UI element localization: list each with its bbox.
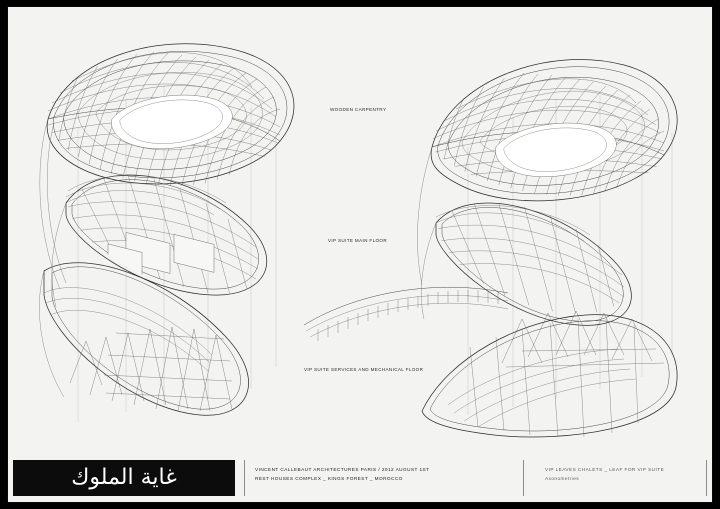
- right-floor-grid: [448, 319, 638, 437]
- left-structure-tails: [39, 119, 66, 397]
- mechanical-truss: [70, 327, 232, 411]
- project-location-line: REST HOUSES COMPLEX _ KINGS FOREST _ MOROCCO: [255, 476, 403, 481]
- axonometric-drawing: [8, 7, 712, 452]
- right-mechanical-truss: [502, 311, 664, 367]
- right-structure-tails: [417, 147, 436, 319]
- project-title-plate: [13, 460, 235, 496]
- titleblock-center: [255, 465, 515, 483]
- project-title-arabic: غاية الملوك: [71, 465, 177, 490]
- right-services-floor: [422, 311, 677, 437]
- title-divider-1: [244, 460, 245, 496]
- right-main-floor: [436, 201, 631, 391]
- annotation-vip-suite-main-floor: VIP SUITE MAIN FLOOR: [328, 238, 387, 243]
- right-structure-sweep: [304, 287, 508, 341]
- left-main-floor: [66, 175, 267, 295]
- services-floor-edge: [44, 288, 212, 371]
- drawing-type-line: Axonometries: [545, 476, 580, 481]
- axonometric-linework: [8, 7, 712, 452]
- titleblock-right: [545, 465, 705, 483]
- left-services-floor: [44, 263, 249, 416]
- annotation-wooden-carpentry: WOODEN CARPENTRY: [330, 107, 387, 112]
- drawing-sheet: [8, 7, 712, 502]
- drawing-subject-line: VIP LEAVES CHALETS _ LEAF FOR VIP SUITE: [545, 467, 665, 472]
- right-floor-partitions: [436, 201, 624, 391]
- left-roof-canopy: [47, 44, 294, 190]
- title-divider-3: [706, 460, 707, 496]
- title-block: [8, 452, 712, 502]
- sweep-balusters: [318, 290, 498, 341]
- annotation-vip-suite-services: VIP SUITE SERVICES AND MECHANICAL FLOOR: [304, 367, 424, 372]
- title-divider-2: [523, 460, 524, 496]
- architect-credit-line: VINCENT CALLEBAUT ARCHITECTURES PARIS / 2012 AUGUST 1ST: [255, 467, 430, 472]
